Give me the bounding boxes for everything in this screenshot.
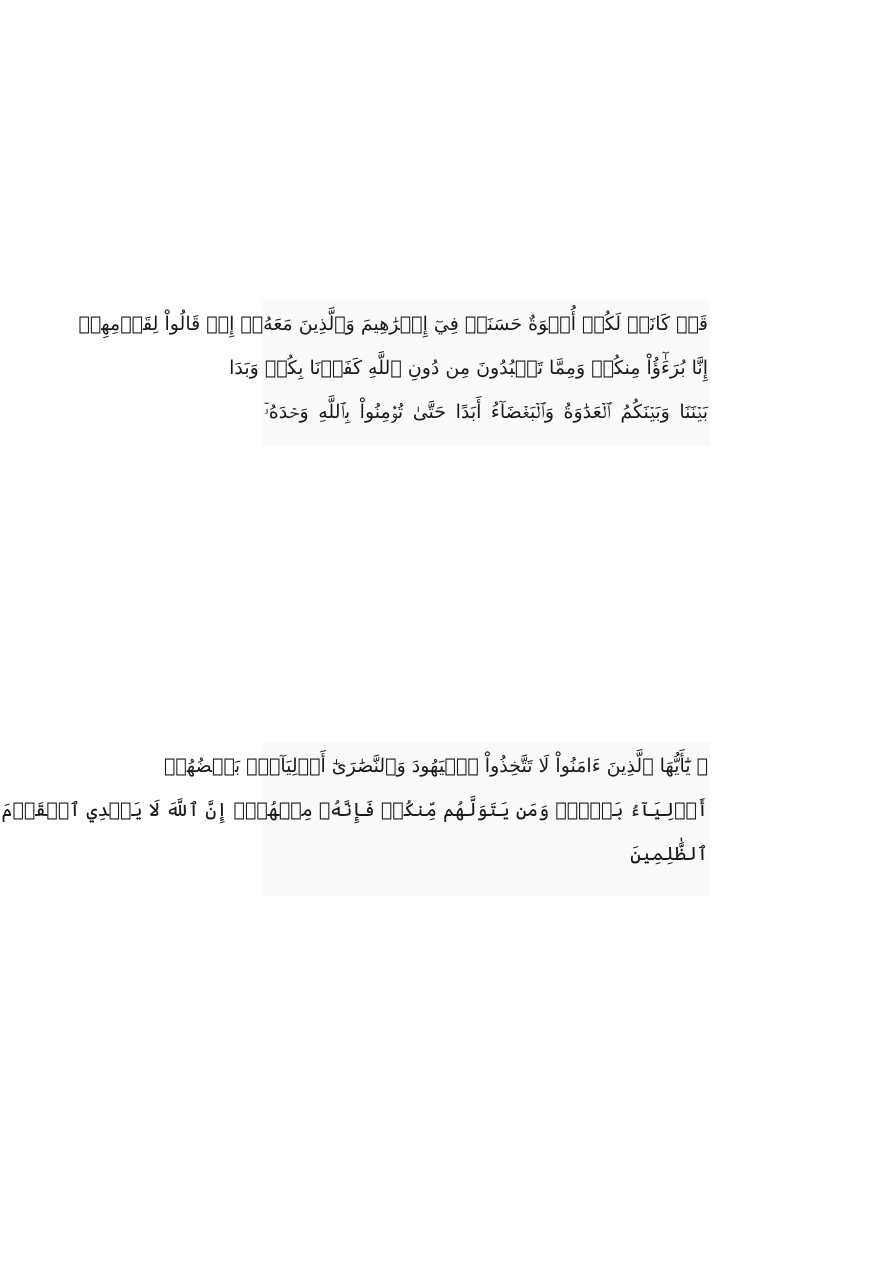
verse-block-2 [1,742,710,896]
verse-block-1 [78,300,710,446]
verse-line: ۞ يَٰٓأَيُّهَا ٱلَّذِينَ ءَامَنُواْ لَا تَتَّخِذُواْ ٱلۡيَهُودَ وَٱلنَّصَٰرَىٰٓ أَوۡلِيَآءَۘ بَعۡضُهُمۡ [164,755,708,777]
verse-line: إِنَّا بُرَءَٰٓؤُاْ مِنكُمۡ وَمِمَّا تَعۡبُدُونَ مِن دُونِ ٱللَّهِ كَفَرۡنَا بِكُمۡ وَبَدَا [229,357,708,379]
verse-line: أَوۡلِيَآءُ بَعۡضٖۚ وَمَن يَتَوَلَّهُم مِّنكُمۡ فَإِنَّهُۥ مِنۡهُمۡۗ إِنَّ ٱللَّهَ لَا يَهۡدِي ٱلۡقَوۡمَ [1,799,708,821]
verse-line: بَيۡنَنَا وَبَيۡنَكُمُ ٱلۡعَدَٰوَةُ وَٱلۡبَغۡضَآءُ أَبَدًا حَتَّىٰ تُؤۡمِنُواْ بِٱللَّهِ وَحۡدَهُۥٓ [264,401,708,423]
verse-line: ٱلظَّٰلِمِينَ [630,843,708,865]
verse-line: قَدۡ كَانَتۡ لَكُمۡ أُسۡوَةٌ حَسَنَةٞ فِيٓ إِبۡرَٰهِيمَ وَٱلَّذِينَ مَعَهُۥٓ إِذۡ قَالُواْ لِقَوۡمِهِمۡ [78,313,708,335]
